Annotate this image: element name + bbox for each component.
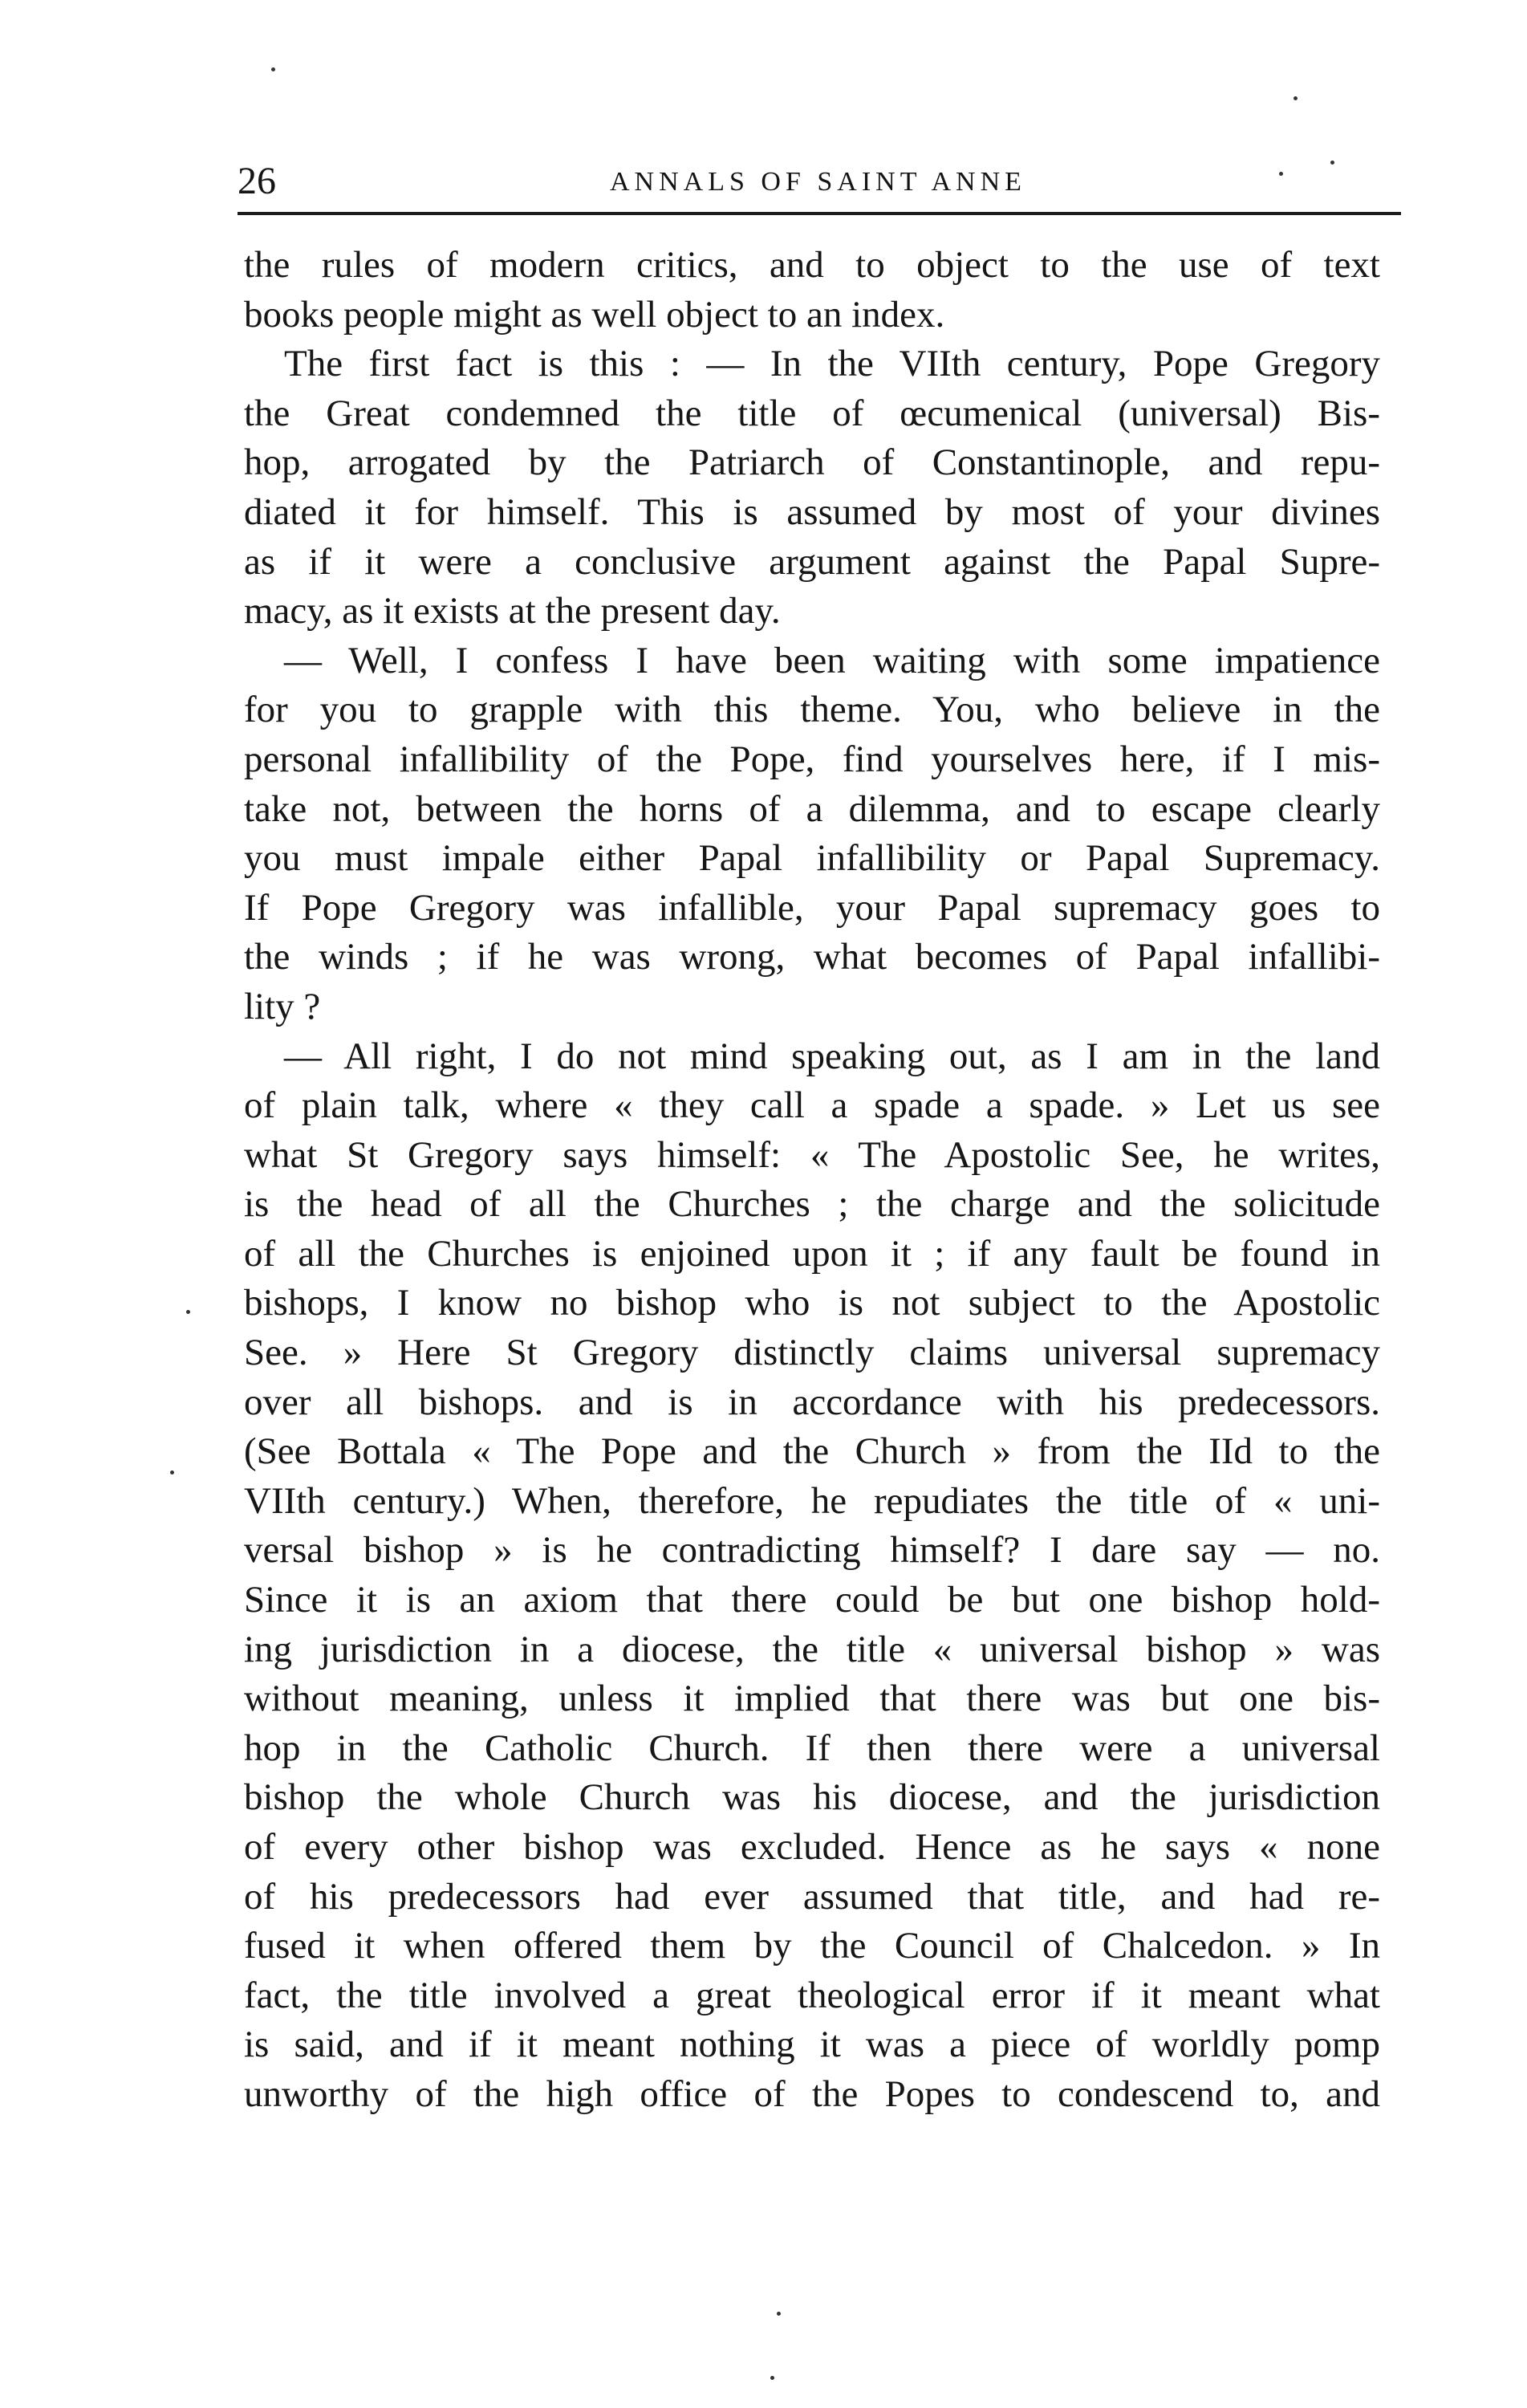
print-speck <box>271 67 275 71</box>
header-rule <box>238 212 1401 215</box>
text-line: hop in the Catholic Church. If then there were a universal <box>244 1727 1380 1769</box>
text-line: the Great condemned the title of œcumenical (universal) Bis- <box>244 392 1380 434</box>
page-number: 26 <box>238 160 276 202</box>
text-line: books people might as well object to an index. <box>244 293 945 336</box>
text-line: is said, and if it meant nothing it was a piece of worldly pomp <box>244 2024 1380 2066</box>
text-line: take not, between the horns of a dilemma, and to escape clearly <box>244 787 1380 830</box>
text-line: personal infallibility of the Pope, find yourselves here, if I mis- <box>244 738 1380 780</box>
text-line: for you to grapple with this theme. You, who believe in the <box>244 689 1380 731</box>
text-line: without meaning, unless it implied that there was but one bis- <box>244 1678 1380 1720</box>
print-speck <box>1293 96 1298 100</box>
text-line: of his predecessors had ever assumed that title, and had re- <box>244 1875 1380 1918</box>
text-line: bishops, I know no bishop who is not subject to the Apostolic <box>244 1282 1380 1324</box>
text-line: If Pope Gregory was infallible, your Papal supremacy goes to <box>244 886 1380 929</box>
text-line: fused it when offered them by the Council of Chalcedon. » In <box>244 1925 1380 1967</box>
text-line: diated it for himself. This is assumed by most of your divines <box>244 490 1380 533</box>
text-line: as if it were a conclusive argument against the Papal Supre- <box>244 540 1380 583</box>
text-line: of every other bishop was excluded. Hence as he says « none <box>244 1826 1380 1868</box>
text-line: fact, the title involved a great theological error if it meant what <box>244 1974 1380 2016</box>
text-line: hop, arrogated by the Patriarch of Constantinople, and repu- <box>244 441 1380 484</box>
text-line: lity ? <box>244 985 321 1027</box>
text-line: versal bishop » is he contradicting himself? I dare say — no. <box>244 1529 1380 1572</box>
text-line: what St Gregory says himself: « The Apostolic See, he writes, <box>244 1133 1380 1176</box>
body-text <box>244 241 1380 2120</box>
print-speck <box>186 1310 190 1314</box>
page-header <box>238 157 1399 205</box>
text-line: (See Bottala « The Pope and the Church » from the IId to the <box>244 1430 1380 1473</box>
text-line: of all the Churches is enjoined upon it ; if any fault be found in <box>244 1232 1380 1275</box>
print-speck <box>170 1470 174 1474</box>
text-line: the rules of modern critics, and to object to the use of text <box>244 244 1380 286</box>
text-line: over all bishops. and is in accordance with his predecessors. <box>244 1381 1380 1423</box>
text-line: Since it is an axiom that there could be but one bishop hold- <box>244 1579 1380 1621</box>
text-line: is the head of all the Churches ; the charge and the solicitude <box>244 1183 1380 1226</box>
text-line: the winds ; if he was wrong, what becomes of Papal infallibi- <box>244 936 1380 978</box>
print-speck <box>777 2312 781 2316</box>
running-title: ANNALS OF SAINT ANNE <box>610 167 1026 197</box>
text-line: unworthy of the high office of the Popes to condescend to, and <box>244 2072 1380 2115</box>
text-line: bishop the whole Church was his diocese, and the jurisdiction <box>244 1776 1380 1819</box>
print-speck <box>770 2376 774 2380</box>
text-line: you must impale either Papal infallibility or Papal Supremacy. <box>244 837 1380 880</box>
text-line: ing jurisdiction in a diocese, the title « universal bishop » was <box>244 1628 1380 1670</box>
text-line: of plain talk, where « they call a spade a spade. » Let us see <box>244 1084 1380 1127</box>
text-line: macy, as it exists at the present day. <box>244 590 781 633</box>
text-line: VIIth century.) When, therefore, he repudiates the title of « uni- <box>244 1479 1380 1522</box>
text-line: The first fact is this : — In the VIIth century, Pope Gregory <box>284 343 1380 385</box>
text-line: — Well, I confess I have been waiting with some impatience <box>284 639 1380 681</box>
text-line: — All right, I do not mind speaking out, as I am in the land <box>284 1035 1380 1077</box>
text-line: See. » Here St Gregory distinctly claims universal supremacy <box>244 1332 1380 1374</box>
